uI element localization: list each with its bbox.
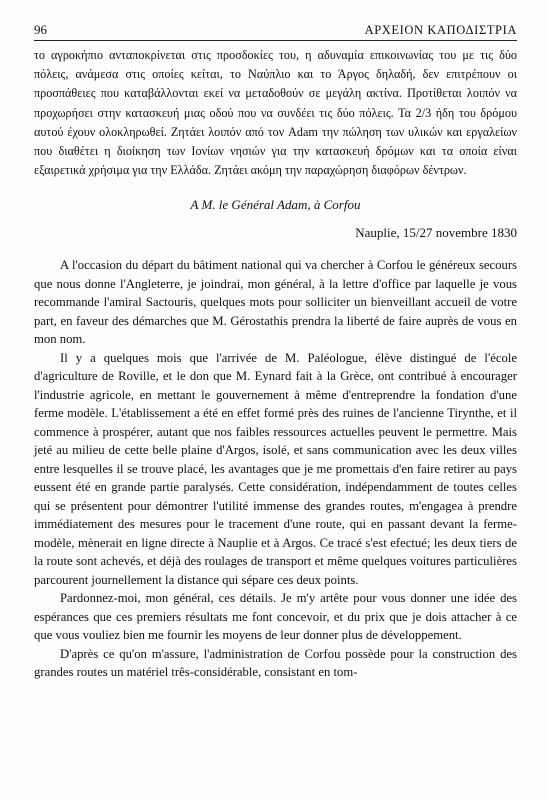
greek-summary: το αγροκήπιο ανταποκρίνεται στις προσδοκίες του, η αδυναμία επικοινωνίας του με τις δύο πόλεις, ανάμεσα στις οποίες κείται, το Ναύπλιο και το Άργος δηλαδή, δεν επιτρέπουν οι προσπάθειες που καταβάλλονται εκεί να μεταδοθούν σε μεγάλη ακτίνα. Προτίθεται λοιπόν να προχωρήσει στην κατασκευή μιας οδού που να συνδέει τις δύο πόλεις. Τα 2/3 ήδη του δρόμου αυτού έχουν ολοκληρωθεί. Ζητάει λοιπόν από τον Adam την πώληση των υλικών και εργαλείων που διαθέτει η διοίκηση των Ιονίων νησιών για την κατασκευή δρόμων και τα οποία είναι εξαιρετικά χρήσιμα για την Ελλάδα. Ζητάει ακόμη την παραχώρηση διαφόρων δέντρων.	[34, 48, 517, 178]
running-head	[34, 22, 517, 38]
letter-paragraph: D'après ce qu'on m'assure, l'administration de Corfou possède pour la construction des grandes routes un matériel três-considérable, consistant en tom-	[34, 646, 517, 680]
letter-paragraph: Il y a quelques mois que l'arrivée de M. Paléologue, élève distingué de l'école d'agriculture de Roville, et le don que M. Eynard fait à la Grèce, ont contribué à encourager l'industrie agricole, en mettant le gouvernement à même d'entreprendre la fondation d'une ferme modèle. L'établissement a été en effet formé près des ruines de l'ancienne Tirynthe, et il commence à prospérer, autant que nos faibles ressources actuelles peuvent le permettre. Mais jeté au milieu de cette belle plaine d'Argos, isolé, et sans communication avec les deux villes entre lesquelles il se trouve placé, les avantages que je me promettais d'en faire retirer au pays eussent été en grande partie paralysés. Cette considération, indépendamment de toutes celles qui se présentent pour démontrer l'utilité immense des grandes routes, m'engagea à prendre immédiatement des mesures pour le tracement d'une route, qui en passant devant la ferme-modèle, mènerait en ligne directe à Nauplie et à Argos. Ce tracé s'est efectué; les deux tiers de la route sont achevés, et déjà des roulages de transport et même quelques voitures particulières parcourent journellement la distance qui sépare ces deux points.	[34, 350, 517, 587]
running-title: ΑΡΧΕΙΟΝ ΚΑΠΟΔΙΣΤΡΙΑ	[364, 23, 517, 37]
letter-addressee: A M. le Général Adam, à Corfou	[190, 197, 361, 213]
letter-dateline: Nauplie, 15/27 novembre 1830	[355, 225, 517, 241]
letter-paragraph: A l'occasion du départ du bâtiment national qui va chercher à Corfou le généreux secours que nous donne l'Angleterre, je joindrai, mon général, à la lettre d'office par laquelle je vous recommande l'amiral Sactouris, quelques mots pour solliciter un bienveillant accueil de votre part, en faveur des démarches que M. Gérostathis prendra la liberté de faire auprès de vous en mon nom.	[34, 258, 517, 347]
header-rule	[34, 40, 517, 41]
letter-paragraph: Pardonnez-moi, mon général, ces détails. Je m'y artête pour vous donner une idée des espérances que ces premiers résultats me font concevoir, et du prix que je dois attacher à ce que vous vouliez bien me fournir les moyens de leur donner plus de développement.	[34, 591, 517, 643]
page-body	[34, 46, 517, 682]
page-number: 96	[34, 22, 47, 37]
